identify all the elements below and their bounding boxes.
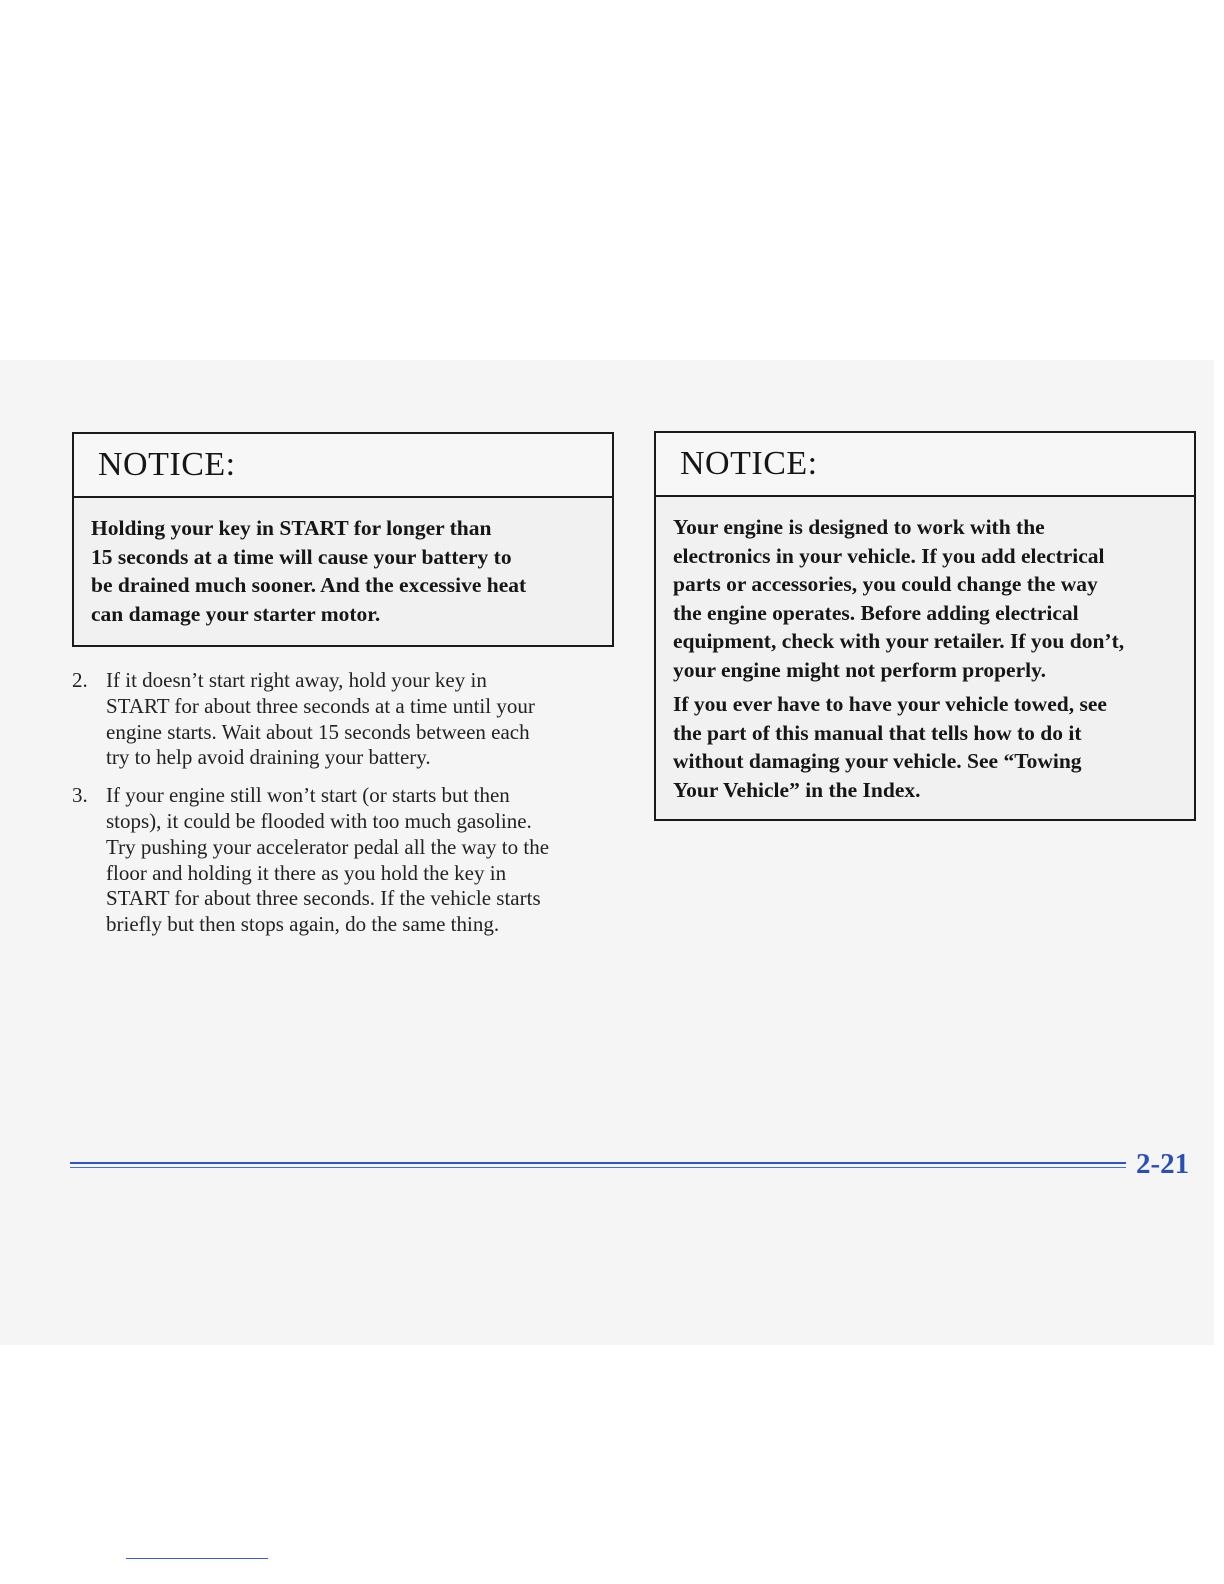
- notice-line: your engine might not perform properly.: [673, 657, 1047, 682]
- notice-text: [74, 498, 612, 628]
- step-line: Try pushing your accelerator pedal all the way to the: [106, 834, 550, 859]
- notice-paragraph: [673, 513, 1180, 684]
- notice-line: can damage your starter motor.: [91, 601, 381, 626]
- step-line: engine starts. Wait about 15 seconds between each: [106, 719, 530, 744]
- notice-box-right: [654, 431, 1196, 821]
- numbered-steps: [72, 668, 620, 950]
- step-line: try to help avoid draining your battery.: [106, 745, 431, 770]
- step-line: START for about three seconds. If the vehicle starts: [106, 886, 541, 911]
- notice-line: 15 seconds at a time will cause your battery to: [91, 544, 512, 569]
- notice-line: equipment, check with your retailer. If you don’t,: [673, 629, 1125, 653]
- step-item: [72, 668, 620, 771]
- step-line: If it doesn’t start right away, hold your key in: [106, 668, 487, 692]
- notice-line: Your Vehicle” in the Index.: [673, 777, 921, 802]
- step-line: If your engine still won’t start (or starts but then: [106, 783, 510, 808]
- step-line: stops), it could be flooded with too much gasoline.: [106, 808, 532, 833]
- bottom-rule: [126, 1558, 268, 1559]
- notice-box-left: [72, 432, 614, 647]
- notice-heading: NOTICE:: [74, 434, 612, 498]
- notice-line: Holding your key in START for longer than: [91, 516, 492, 540]
- notice-text: [656, 497, 1194, 804]
- notice-line: parts or accessories, you could change the way: [673, 572, 1098, 596]
- notice-line: Your engine is designed to work with the: [673, 515, 1045, 539]
- step-number: 3.: [72, 783, 88, 808]
- notice-heading: NOTICE:: [656, 433, 1194, 497]
- step-number: 2.: [72, 668, 88, 692]
- notice-line: the part of this manual that tells how to do it: [673, 720, 1082, 745]
- notice-line: the engine operates. Before adding electrical: [673, 600, 1079, 625]
- step-line: START for about three seconds at a time until your: [106, 693, 535, 718]
- footer-rule: [70, 1162, 1126, 1168]
- step-line: briefly but then stops again, do the same thing.: [106, 912, 500, 937]
- notice-line: without damaging your vehicle. See “Towing: [673, 749, 1082, 773]
- notice-line: If you ever have to have your vehicle towed, see: [673, 692, 1107, 716]
- notice-paragraph: [673, 690, 1180, 804]
- page-number: 2-21: [1136, 1148, 1190, 1180]
- notice-line: be drained much sooner. And the excessive heat: [91, 573, 527, 597]
- step-item: [72, 783, 620, 938]
- step-line: floor and holding it there as you hold the key in: [106, 860, 507, 885]
- notice-line: electronics in your vehicle. If you add electrical: [673, 543, 1105, 568]
